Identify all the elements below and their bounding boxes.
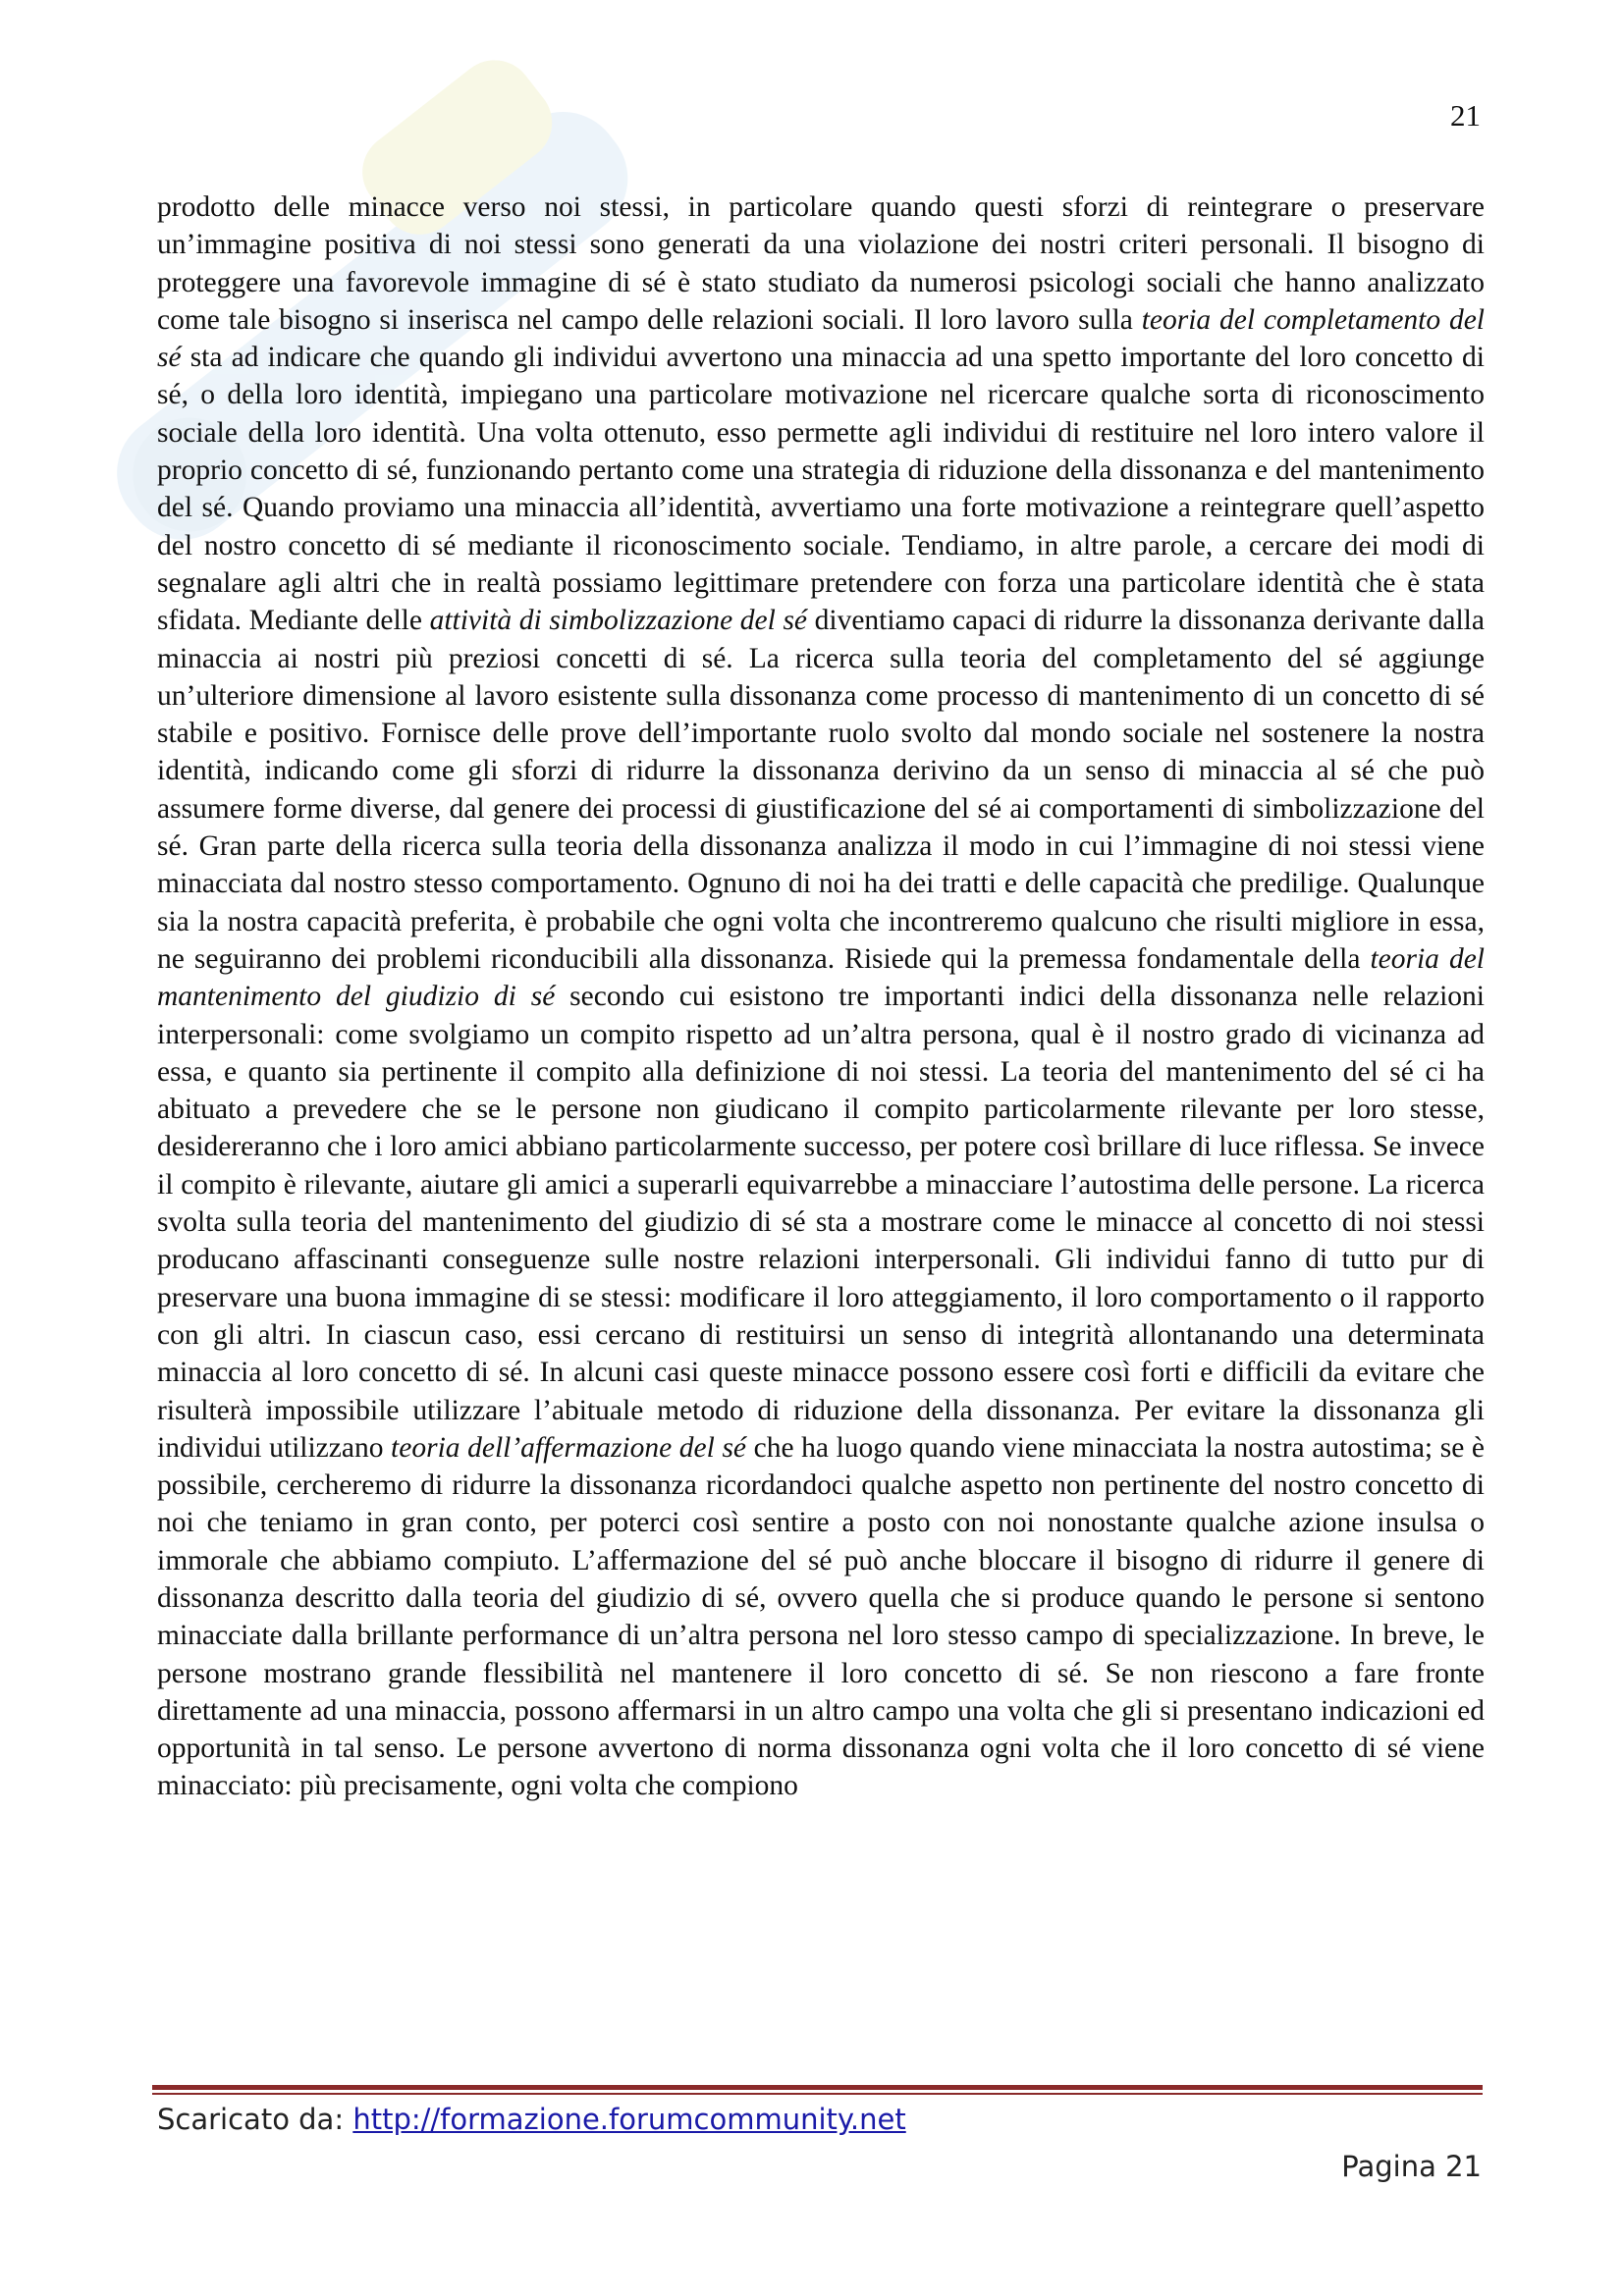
footer-divider-thin bbox=[152, 2093, 1483, 2095]
body-segment: che ha luogo quando viene minacciata la nostra autostima; se è possibile, cercheremo di ridurre la dissonanza ricordandoci qualche aspetto non pertinente del nostro concetto di noi che teniamo in gran conto, per poterci così sentire a posto con noi nonostante qualche azione insulsa o immorale che abbiamo compiuto. L’affermazione del sé può anche bloccare il bisogno di ridurre il genere di dissonanza descritto dalla teoria del giudizio di sé, ovvero quella che si produce quando le persone si sentono minacciate dalla brillante performance di un’altra persona nel loro stesso campo di specializzazione. In breve, le persone mostrano grande flessibilità nel mantenere il loro concetto di sé. Se non riescono a fare fronte direttamente ad una minaccia, possono affermarsi in un altro campo una volta che gli si presentano indicazioni ed opportunità in tal senso. Le persone avvertono di norma dissonanza ogni volta che il loro concetto di sé viene minacciato: più precisamente, ogni volta che compiono bbox=[157, 1431, 1485, 1802]
body-segment: secondo cui esistono tre importanti indici della dissonanza nelle relazioni interpersonali: come svolgiamo un compito rispetto ad un’altra persona, qual è il nostro grado di vicinanza ad essa, e quanto sia pertinente il compito alla definizione di noi stessi. La teoria del mantenimento del sé ci ha abituato a prevedere che se le persone non giudicano il compito particolarmente rilevante per loro stesse, desidereranno che i loro amici abbiano particolarmente successo, per potere così brillare di luce riflessa. Se invece il compito è rilevante, aiutare gli amici a superarli equivarrebbe a minacciare l’autostima delle persone. La ricerca svolta sulla teoria del mantenimento del giudizio di sé sta a mostrare come le minacce al concetto di noi stessi producano affascinanti conseguenze sulle nostre relazioni interpersonali. Gli individui fanno di tutto pur di preservare una buona immagine di se stessi: modificare il loro atteggiamento, il loro comportamento o il rapporto con gli altri. In ciascun caso, essi cercano di restituirsi un senso di integrità allontanando una determinata minaccia al loro concetto di sé. In alcuni casi queste minacce possono essere così forti e difficili da evitare che risulterà impossibile utilizzare l’abituale metodo di riduzione della dissonanza. Per evitare la dissonanza gli individui utilizzano bbox=[157, 981, 1485, 1464]
page-number-header: 21 bbox=[1450, 98, 1481, 133]
footer-divider-thick bbox=[152, 2085, 1483, 2090]
footer-source-link[interactable]: http://formazione.forumcommunity.net bbox=[352, 2103, 906, 2136]
body-paragraph bbox=[157, 188, 1485, 1805]
body-text bbox=[157, 188, 1485, 1805]
italic-term: teoria dell’affermazione del sé bbox=[391, 1431, 747, 1464]
italic-term: attività di simbolizzazione del sé bbox=[429, 605, 808, 637]
footer-source-label: Scaricato da: bbox=[157, 2103, 353, 2136]
italic-term: teoria del mantenimento del giudizio di sé bbox=[157, 942, 1485, 1013]
italic-term: teoria del completamento del sé bbox=[157, 303, 1485, 374]
footer-page-number: Pagina 21 bbox=[1341, 2150, 1482, 2183]
body-segment: prodotto delle minacce verso noi stessi, in particolare quando questi sforzi di reintegrare o preservare un’immagine positiva di noi stessi sono generati da una violazione dei nostri criteri personali. Il bisogno di proteggere una favorevole immagine di sé è stato studiato da numerosi psicologi sociali che hanno analizzato come tale bisogno si inserisca nel campo delle relazioni sociali. Il loro lavoro sulla bbox=[157, 191, 1485, 336]
body-segment: diventiamo capaci di ridurre la dissonanza derivante dalla minaccia ai nostri più preziosi concetti di sé. La ricerca sulla teoria del completamento del sé aggiunge un’ulteriore dimensione al lavoro esistente sulla dissonanza come processo di mantenimento di un concetto di sé stabile e positivo. Fornisce delle prove dell’importante ruolo svolto dal mondo sociale nel sostenere la nostra identità, indicando come gli sforzi di ridurre la dissonanza derivino da un senso di minaccia al sé che può assumere forme diverse, dal genere dei processi di giustificazione del sé ai comportamenti di simbolizzazione del sé. Gran parte della ricerca sulla teoria della dissonanza analizza il modo in cui l’immagine di noi stessi viene minacciata dal nostro stesso comportamento. Ognuno di noi ha dei tratti e delle capacità che predilige. Qualunque sia la nostra capacità preferita, è probabile che ogni volta che incontreremo qualcuno che risulti migliore in essa, ne seguiranno dei problemi riconducibili alla dissonanza. Risiede qui la premessa fondamentale della bbox=[157, 605, 1485, 975]
body-segment: sta ad indicare che quando gli individui avvertono una minaccia ad una spetto importante del loro concetto di sé, o della loro identità, impiegano una particolare motivazione nel ricercare qualche sorta di riconoscimento sociale della loro identità. Una volta ottenuto, esso permette agli individui di restituire nel loro intero valore il proprio concetto di sé, funzionando pertanto come una strategia di riduzione della dissonanza e del mantenimento del sé. Quando proviamo una minaccia all’identità, avvertiamo una forte motivazione a reintegrare quell’aspetto del nostro concetto di sé mediante il riconoscimento sociale. Tendiamo, in altre parole, a cercare dei modi di segnalare agli altri che in realtà possiamo legittimare pretendere con forza una particolare identità che è stata sfidata. Mediante delle bbox=[157, 342, 1485, 637]
footer-source bbox=[157, 2103, 906, 2136]
